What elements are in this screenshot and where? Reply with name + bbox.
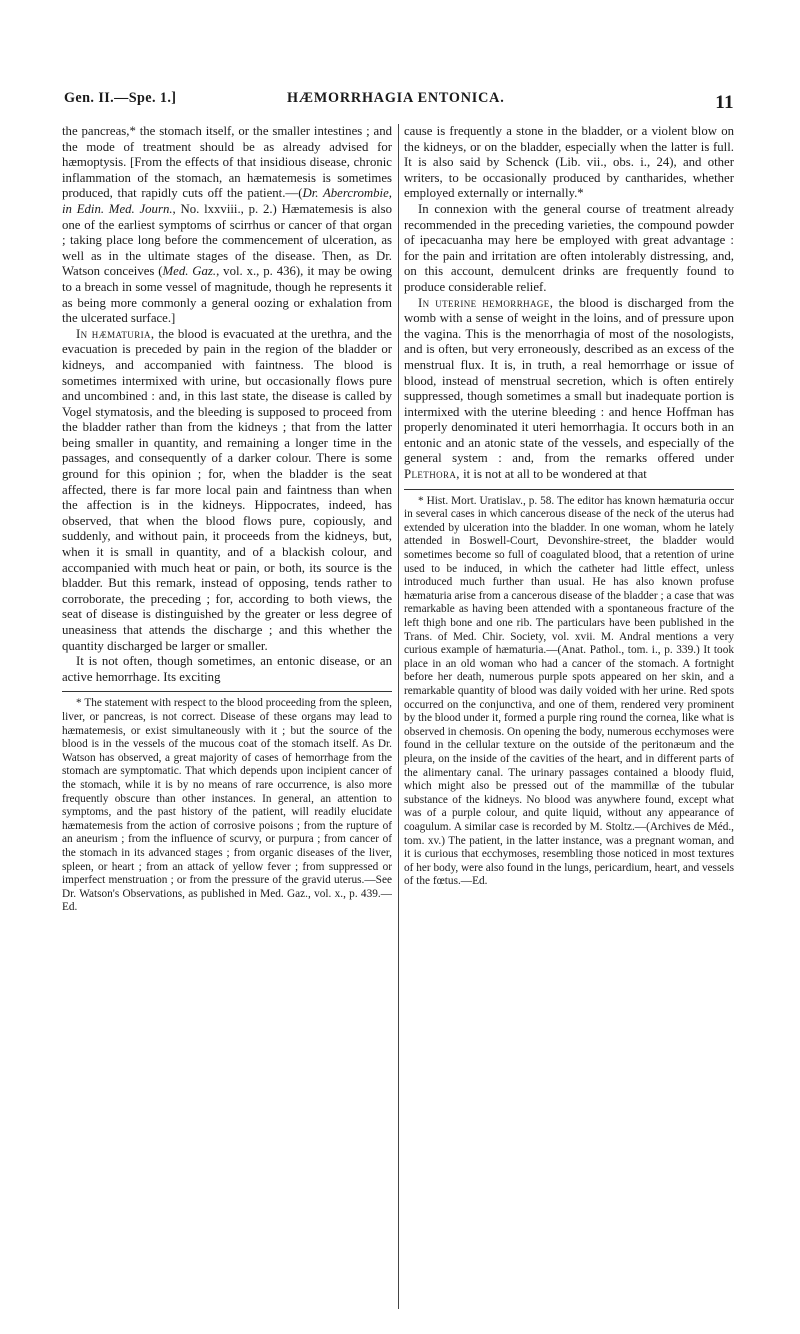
citation: Med. Gaz.: [162, 264, 217, 279]
paragraph: [404, 296, 734, 483]
cross-reference: Plethora,: [404, 467, 460, 482]
text-run: the pancreas,* the stomach itself, or the smaller intestines ; and the mode of treatment should be as already advised for hæmoptysis. [From the effects of that insidious disease, chronic inflammation of the stomach, an hæmatemesis is sometimes produced, that rapidly cuts off the patient.—(: [62, 124, 392, 201]
footnote-rule: [62, 691, 392, 692]
text-run: it is not at all to be wondered at that: [459, 467, 647, 482]
footnote: * The statement with respect to the blood proceeding from the spleen, liver, or pancreas, is not correct. Disease of these organs may lead to hæmatemesis, or exist simultaneously with it ; but the source of the blood is in the vessels of the mucous coat of the stomach itself. As Dr. Watson has observed, a great majority of cases of hemorrhage from the stomach are symptomatic. That which depends upon incipient cancer of the stomach, while it is by no means of rare occurrence, is also more frequently obscure than other instances. In general, an attention to symptoms, and the past history of the patient, will readily elucidate hæmatemesis from the action of corrosive poisons ; from the rupture of an aneurism ; from the influence of scurvy, or purpura ; from cancer of the stomach in its advanced stages ; from organic diseases of the liver, spleen, or heart ; from an attack of yellow fever ; from suppressed or imperfect menstruation ; or from the pressure of the gravid uterus.—See Dr. Watson's Observations, as published in Med. Gaz., vol. x., p. 439.—Ed.: [62, 697, 392, 914]
paragraph: cause is frequently a stone in the bladder, or a violent blow on the kidneys, or on the bladder, especially when the latter is full. It is also said by Schenck (Lib. vii., obs. i., 24), and other writers, to be occasionally produced by cantharides, whether employed externally or internally.*: [404, 124, 734, 201]
text-run: the blood is evacuated at the urethra, and the evacuation is preceded by pain in the region of the bladder or kidneys, and accompanied with faintness. The blood is sometimes intermixed with urine, but occasionally flows pure and uncombined : and, in this last state, the disease is called by Vogel stymatosis, and the bleeding is supposed to proceed from the bladder rather than from the kidneys ; that from the latter being smaller in quantity, and remaining a longer time in the passages, and consequently of a darker colour. There is some ground for this opinion ; for, when the bladder is the seat affected, there is far more local pain and faintness than when the affection is in the kidneys. Hippocrates, indeed, has observed, that when the blood flows pure, copiously, and suddenly, and without pain, it proceeds from the kidneys, but, when it is small in quantity, and of a blackish colour, and accompanied with much heat or pain, or both, its source is the bladder. But this remark, instead of opposing, tends rather to corroborate, the preceding ; for, according to both views, the seat of disease is distinguished by the greater or less degree of uneasiness that attends the discharge ; and this whether the quantity discharged be larger or smaller.: [62, 326, 392, 653]
right-column: [404, 124, 734, 1309]
section-lead: In uterine hemorrhage,: [418, 295, 554, 310]
book-page: [62, 88, 738, 1318]
footnote-rule: [404, 489, 734, 490]
footnote: * Hist. Mort. Uratislav., p. 58. The editor has known hæmaturia occur in several cases in which cancerous disease of the neck of the uterus had extended by ulceration into the bladder. In one woman, whom he lately attended in Boswell-Court, Devonshire-street, the bladder would sometimes become so full of coagulated blood, that a retention of urine used to be induced, in which the catheter had little effect, unless introduced much further than usual. He has also known profuse hæmaturia arise from a cancerous disease of the bladder ; a case that was remarkable as having been attended with a spontaneous fracture of the left thigh bone and one rib. The particulars have been published in the Trans. of Med. Chir. Society, vol. xvii. M. Andral mentions a very curious example of hæmaturia.—(Anat. Pathol., tom. i., p. 339.) It took place in an old woman who had a cancer of the stomach. A fortnight before her death, numerous purple spots appeared on her skin, and a remarkable quantity of blood was daily voided with her urine. Red spots occurred on the conjunctiva, and one of them, rendered very prominent by the blood under it, formed a purple ring round the cornea, like what is observed in chemosis. On opening the body, numerous ecchymoses were found in the cellular texture on the outside of the peritonæum and the pleura, on the inside of the cavities of the heart, and in different parts of the alimentary canal. The urinary passages contained a bloody fluid, which might also be pressed out of the mammillæ of the tubular substance of the kidneys. No blood was anywhere found, except what was of a purple colour, and quite liquid, without any appearance of coagulum. A similar case is recorded by M. Stoltz.—(Archives de Méd., tom. xv.) The patient, in the latter instance, was a pregnant woman, and it is curious that ecchymoses, resembling those noticed in most textures of her body, were also found in the lungs, pericardium, heart, and vessels of the fœtus.—Ed.: [404, 494, 734, 888]
citation: Dr. Abercrombie, in Edin. Med. Journ.: [62, 186, 392, 216]
running-head: [62, 88, 738, 114]
text-run: , vol. x., p. 436), it may be owing to a breach in some vessel of magnitude, though he represents it as being more commonly a general oozing or exhalation from the ulcerated surface.]: [62, 264, 392, 326]
paragraph: [62, 327, 392, 654]
text-run: , No. lxxviii., p. 2.) Hæmatemesis is also one of the earliest symptoms of scirrhus or cancer of that organ ; taking place long before the commencement of ulceration, as well as in the ultimate stages of the disease. Then, as Dr. Watson conceives (: [62, 201, 392, 279]
text-columns: [62, 124, 738, 1309]
paragraph: In connexion with the general course of treatment already recommended in the preceding varieties, the compound powder of ipecacuanha may here be employed with great advantage : for the pain and irritation are often intolerably distressing, and, on this account, demulcent drinks are frequently found to produce considerable relief.: [404, 201, 734, 294]
left-column: [62, 124, 392, 1309]
running-head-title: HÆMORRHAGIA ENTONICA.: [287, 90, 505, 106]
text-run: the blood is discharged from the womb with a sense of weight in the loins, and of pressure upon the vagina. This is the menorrhagia of most of the nosologists, and is often, but very erroneously, described as an excess of the menstrual flux. It is, in truth, a real hemorrhage or issue of blood, instead of menstrual secretion, which is often entirely suppressed, though sometimes a small but inadequate portion is intermixed with the uterine bleeding : and hence Hoffman has properly denominated it uteri hemorrhagia. It occurs both in an entonic and an atonic state of the vessels, and especially of the general system : and, from the remarks offered under: [404, 295, 734, 466]
column-divider: [398, 124, 399, 1309]
paragraph: It is not often, though sometimes, an entonic disease, or an active hemorrhage. Its exciting: [62, 654, 392, 684]
page-number: 11: [715, 92, 734, 113]
paragraph: [62, 124, 392, 327]
section-lead: In hæmaturia,: [76, 326, 155, 341]
running-head-section: Gen. II.—Spe. 1.]: [64, 90, 177, 106]
